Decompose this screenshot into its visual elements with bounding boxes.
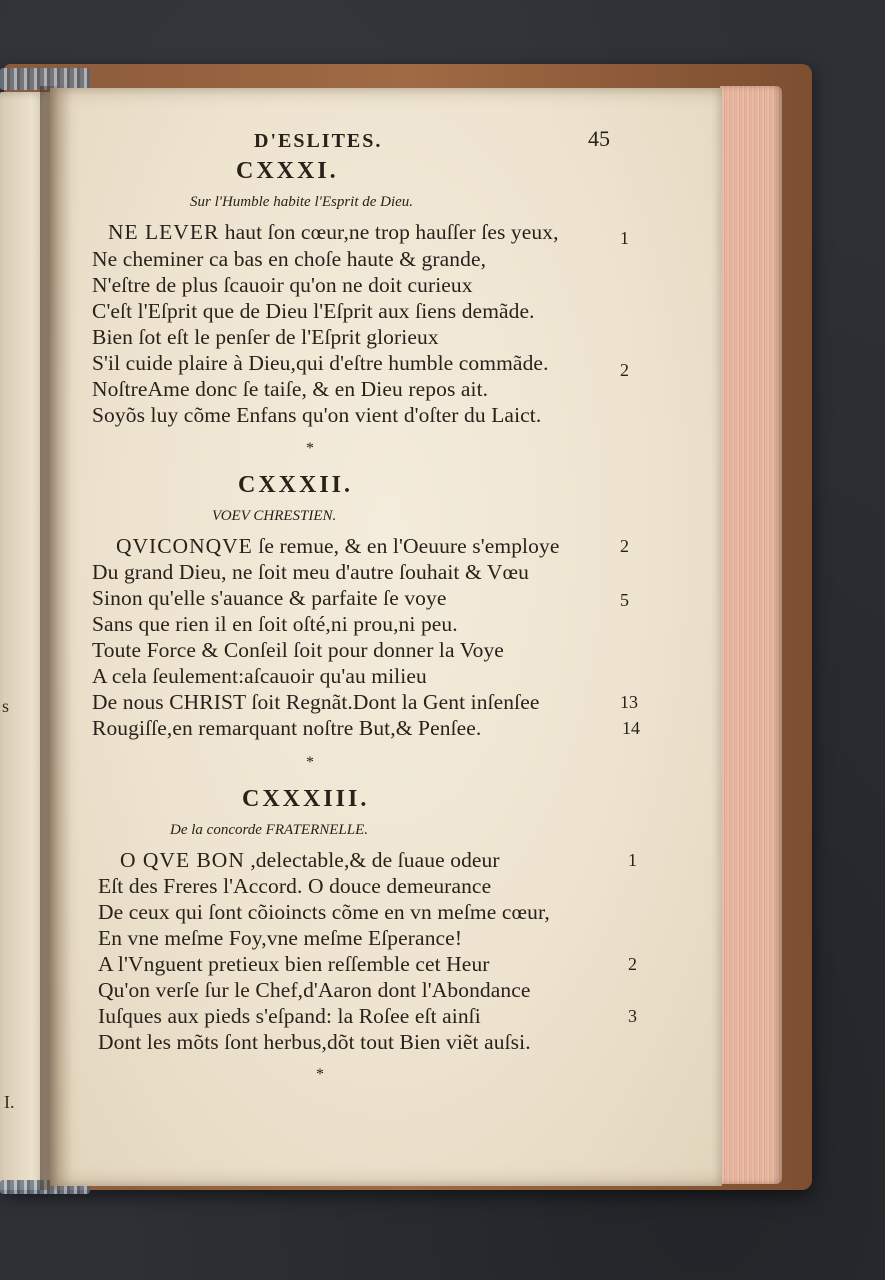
book-gutter-shadow: [40, 86, 72, 1190]
lead-word: QVICONQVE: [116, 534, 253, 558]
verse-line: Soyõs luy cõme Enfans qu'on vient d'oſter du Laict.: [92, 403, 542, 427]
verse-line: Toute Force & Conſeil ſoit pour donner la Voye: [92, 638, 504, 662]
verse-line: S'il cuide plaire à Dieu,qui d'eſtre humble commãde.: [92, 351, 549, 375]
verse-line: A cela ſeulement:aſcauoir qu'au milieu: [92, 664, 427, 688]
verse-line: N'eſtre de plus ſcauoir qu'on ne doit curieux: [92, 273, 473, 297]
right-page: [50, 88, 722, 1186]
verse-line: NoſtreAme donc ſe taiſe, & en Dieu repos ait.: [92, 377, 489, 401]
margin-number: 1: [628, 850, 637, 870]
verse-line: A l'Vnguent pretieux bien reſſemble cet Heur: [98, 952, 490, 976]
margin-number: 3: [628, 1006, 637, 1026]
verse-line: Dont les mõts ſont herbus,dõt tout Bien viẽt auſsi.: [98, 1030, 531, 1054]
margin-number: 2: [628, 954, 637, 974]
margin-number: 2: [620, 360, 629, 380]
left-page-fragment: I.: [4, 1092, 15, 1112]
section-subtitle: VOEV CHRESTIEN.: [212, 508, 337, 524]
section-subtitle: De la concorde FRATERNELLE.: [170, 822, 369, 838]
ornament: *: [306, 440, 314, 457]
left-page-fragment: s: [2, 696, 10, 716]
verse-line: Rougiſſe,en remarquant noſtre But,& Penſee.: [92, 716, 482, 740]
page-number: 45: [588, 126, 610, 151]
margin-number: 5: [620, 590, 629, 610]
section-number: CXXXII.: [238, 472, 354, 498]
verse-line: Eſt des Freres l'Accord. O douce demeurance: [98, 874, 492, 898]
margin-number: 13: [620, 692, 638, 712]
verse-line: Bien ſot eſt le penſer de l'Eſprit glorieux: [92, 325, 439, 349]
page-edges: [720, 86, 782, 1184]
section-number: CXXXIII.: [242, 786, 370, 812]
verse-line: C'eſt l'Eſprit que de Dieu l'Eſprit aux ſiens demãde.: [92, 299, 535, 323]
verse-line: NE LEVER haut ſon cœur,ne trop hauſſer ſes yeux,: [108, 220, 559, 244]
verse-line: Sans que rien il en ſoit oſté,ni prou,ni peu.: [92, 612, 458, 636]
verse-line: En vne meſme Foy,vne meſme Eſperance!: [98, 926, 463, 950]
margin-number: 2: [620, 536, 629, 556]
lead-word: NE LEVER: [108, 220, 220, 244]
margin-number: 14: [622, 718, 640, 738]
verse-line: QVICONQVE ſe remue, & en l'Oeuure s'employe: [116, 534, 560, 558]
margin-number: 1: [620, 228, 629, 248]
running-title: D'ESLITES.: [254, 130, 383, 152]
verse-line: Sinon qu'elle s'auance & parfaite ſe voye: [92, 586, 447, 610]
section-subtitle: Sur l'Humble habite l'Esprit de Dieu.: [190, 194, 414, 210]
lead-word: O QVE BON: [120, 848, 245, 872]
verse-line: O QVE BON ,delectable,& de ſuaue odeur: [120, 848, 500, 872]
verse-line: De nous CHRIST ſoit Regnãt.Dont la Gent inſenſee: [92, 690, 540, 714]
verse-line: Du grand Dieu, ne ſoit meu d'autre ſouhait & Vœu: [92, 560, 529, 584]
verse-line: Qu'on verſe ſur le Chef,d'Aaron dont l'Abondance: [98, 978, 531, 1002]
verse-line: De ceux qui ſont cõioincts cõme en vn meſme cœur,: [98, 900, 550, 924]
section-number: CXXXI.: [236, 158, 339, 184]
verse-line: Iuſques aux pieds s'eſpand: la Roſee eſt ainſi: [98, 1004, 481, 1028]
verse-line: Ne cheminer ca bas en choſe haute & grande,: [92, 247, 487, 271]
ornament: *: [316, 1066, 324, 1083]
ornament: *: [306, 754, 314, 771]
